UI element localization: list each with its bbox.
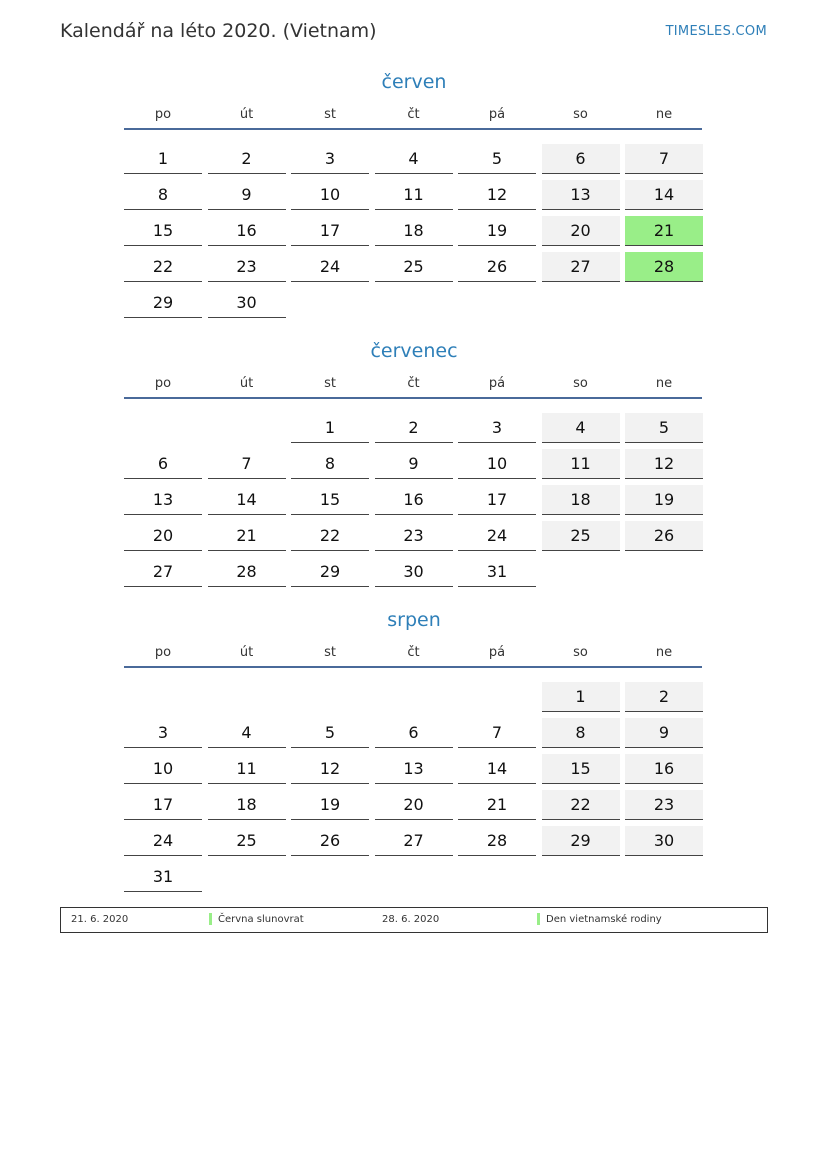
day-cell: 24 bbox=[291, 252, 369, 282]
weekday-header bbox=[124, 375, 704, 395]
weekday-label: ne bbox=[655, 645, 673, 660]
weekday-label: čt bbox=[407, 376, 420, 391]
day-cell: 31 bbox=[124, 862, 202, 892]
site-link[interactable]: TIMESLES.COM bbox=[665, 24, 767, 39]
day-cell: 7 bbox=[208, 449, 286, 479]
day-cell: 10 bbox=[124, 754, 202, 784]
day-cell: 15 bbox=[542, 754, 620, 784]
day-cell: 5 bbox=[458, 144, 536, 174]
day-cell: 14 bbox=[458, 754, 536, 784]
day-cell: 13 bbox=[375, 754, 453, 784]
day-cell: 29 bbox=[291, 557, 369, 587]
weekday-label: st bbox=[324, 645, 336, 660]
weekday-label: pá bbox=[488, 376, 506, 391]
weekday-label: pá bbox=[488, 107, 506, 122]
weekday-label: so bbox=[573, 107, 588, 122]
day-cell: 28 bbox=[625, 252, 703, 282]
day-cell: 22 bbox=[124, 252, 202, 282]
page-header bbox=[0, 0, 827, 60]
day-cell: 3 bbox=[458, 413, 536, 443]
day-cell: 9 bbox=[208, 180, 286, 210]
legend-holiday-name: Června slunovrat bbox=[218, 914, 304, 925]
day-cell: 17 bbox=[458, 485, 536, 515]
day-cell: 21 bbox=[458, 790, 536, 820]
weekday-header bbox=[124, 644, 704, 664]
page-title: Kalendář na léto 2020. (Vietnam) bbox=[60, 20, 377, 42]
day-cell: 4 bbox=[208, 718, 286, 748]
month-title: srpen bbox=[387, 609, 441, 631]
day-cell: 26 bbox=[625, 521, 703, 551]
day-cell: 28 bbox=[208, 557, 286, 587]
day-cell: 3 bbox=[291, 144, 369, 174]
day-cell: 5 bbox=[625, 413, 703, 443]
day-cell: 8 bbox=[291, 449, 369, 479]
day-cell: 11 bbox=[542, 449, 620, 479]
day-cell: 12 bbox=[291, 754, 369, 784]
day-cell: 6 bbox=[375, 718, 453, 748]
holiday-legend bbox=[60, 907, 768, 933]
day-cell: 6 bbox=[124, 449, 202, 479]
day-cell: 27 bbox=[124, 557, 202, 587]
day-cell: 4 bbox=[375, 144, 453, 174]
legend-date: 21. 6. 2020 bbox=[71, 914, 129, 925]
day-cell: 20 bbox=[375, 790, 453, 820]
day-cell: 11 bbox=[375, 180, 453, 210]
day-cell: 29 bbox=[124, 288, 202, 318]
day-cell: 30 bbox=[375, 557, 453, 587]
day-cell: 10 bbox=[291, 180, 369, 210]
day-cell: 16 bbox=[625, 754, 703, 784]
day-cell: 8 bbox=[124, 180, 202, 210]
weekday-label: so bbox=[573, 376, 588, 391]
weekday-divider bbox=[124, 128, 702, 130]
weekday-label: po bbox=[154, 107, 172, 122]
day-cell: 27 bbox=[375, 826, 453, 856]
day-cell: 30 bbox=[208, 288, 286, 318]
day-cell: 2 bbox=[625, 682, 703, 712]
day-cell: 8 bbox=[542, 718, 620, 748]
day-cell: 1 bbox=[542, 682, 620, 712]
day-cell: 18 bbox=[542, 485, 620, 515]
day-cell: 2 bbox=[375, 413, 453, 443]
weekday-label: po bbox=[154, 645, 172, 660]
day-cell: 10 bbox=[458, 449, 536, 479]
month-title: červen bbox=[381, 71, 447, 93]
day-cell: 9 bbox=[625, 718, 703, 748]
day-cell: 1 bbox=[124, 144, 202, 174]
weekday-label: ne bbox=[655, 376, 673, 391]
day-cell: 20 bbox=[542, 216, 620, 246]
day-cell: 5 bbox=[291, 718, 369, 748]
day-cell: 19 bbox=[458, 216, 536, 246]
day-cell: 25 bbox=[375, 252, 453, 282]
month-calendar bbox=[124, 70, 704, 330]
month-calendar bbox=[124, 339, 704, 599]
weekday-label: út bbox=[239, 376, 254, 391]
weekday-label: út bbox=[239, 107, 254, 122]
day-cell: 12 bbox=[625, 449, 703, 479]
day-cell: 7 bbox=[458, 718, 536, 748]
day-cell: 25 bbox=[208, 826, 286, 856]
weekday-label: so bbox=[573, 645, 588, 660]
month-calendar bbox=[124, 608, 704, 886]
day-cell: 18 bbox=[375, 216, 453, 246]
day-cell: 9 bbox=[375, 449, 453, 479]
day-cell: 1 bbox=[291, 413, 369, 443]
day-cell: 21 bbox=[208, 521, 286, 551]
day-cell: 7 bbox=[625, 144, 703, 174]
day-cell: 16 bbox=[208, 216, 286, 246]
legend-marker bbox=[537, 913, 540, 925]
day-cell: 11 bbox=[208, 754, 286, 784]
weekday-label: čt bbox=[407, 645, 420, 660]
day-cell: 13 bbox=[542, 180, 620, 210]
day-cell: 6 bbox=[542, 144, 620, 174]
day-cell: 23 bbox=[625, 790, 703, 820]
day-cell: 3 bbox=[124, 718, 202, 748]
weekday-label: pá bbox=[488, 645, 506, 660]
weekday-divider bbox=[124, 397, 702, 399]
weekday-label: po bbox=[154, 376, 172, 391]
day-cell: 28 bbox=[458, 826, 536, 856]
day-cell: 13 bbox=[124, 485, 202, 515]
day-cell: 2 bbox=[208, 144, 286, 174]
weekday-label: ne bbox=[655, 107, 673, 122]
day-cell: 18 bbox=[208, 790, 286, 820]
day-cell: 29 bbox=[542, 826, 620, 856]
day-cell: 22 bbox=[542, 790, 620, 820]
day-cell: 4 bbox=[542, 413, 620, 443]
day-cell: 14 bbox=[208, 485, 286, 515]
day-cell: 23 bbox=[375, 521, 453, 551]
legend-date: 28. 6. 2020 bbox=[382, 914, 440, 925]
day-cell: 15 bbox=[124, 216, 202, 246]
weekday-label: st bbox=[324, 376, 336, 391]
day-cell: 27 bbox=[542, 252, 620, 282]
day-cell: 17 bbox=[124, 790, 202, 820]
day-cell: 26 bbox=[291, 826, 369, 856]
day-cell: 24 bbox=[124, 826, 202, 856]
day-cell: 25 bbox=[542, 521, 620, 551]
day-cell: 26 bbox=[458, 252, 536, 282]
legend-holiday-name: Den vietnamské rodiny bbox=[546, 914, 662, 925]
weekday-header bbox=[124, 106, 704, 126]
day-cell: 16 bbox=[375, 485, 453, 515]
day-cell: 19 bbox=[291, 790, 369, 820]
month-title: červenec bbox=[370, 340, 458, 362]
day-cell: 30 bbox=[625, 826, 703, 856]
legend-marker bbox=[209, 913, 212, 925]
day-cell: 24 bbox=[458, 521, 536, 551]
day-cell: 31 bbox=[458, 557, 536, 587]
day-cell: 15 bbox=[291, 485, 369, 515]
day-cell: 19 bbox=[625, 485, 703, 515]
day-cell: 21 bbox=[625, 216, 703, 246]
day-cell: 14 bbox=[625, 180, 703, 210]
weekday-label: út bbox=[239, 645, 254, 660]
weekday-divider bbox=[124, 666, 702, 668]
day-cell: 17 bbox=[291, 216, 369, 246]
weekday-label: st bbox=[324, 107, 336, 122]
day-cell: 20 bbox=[124, 521, 202, 551]
day-cell: 12 bbox=[458, 180, 536, 210]
day-cell: 23 bbox=[208, 252, 286, 282]
weekday-label: čt bbox=[407, 107, 420, 122]
day-cell: 22 bbox=[291, 521, 369, 551]
